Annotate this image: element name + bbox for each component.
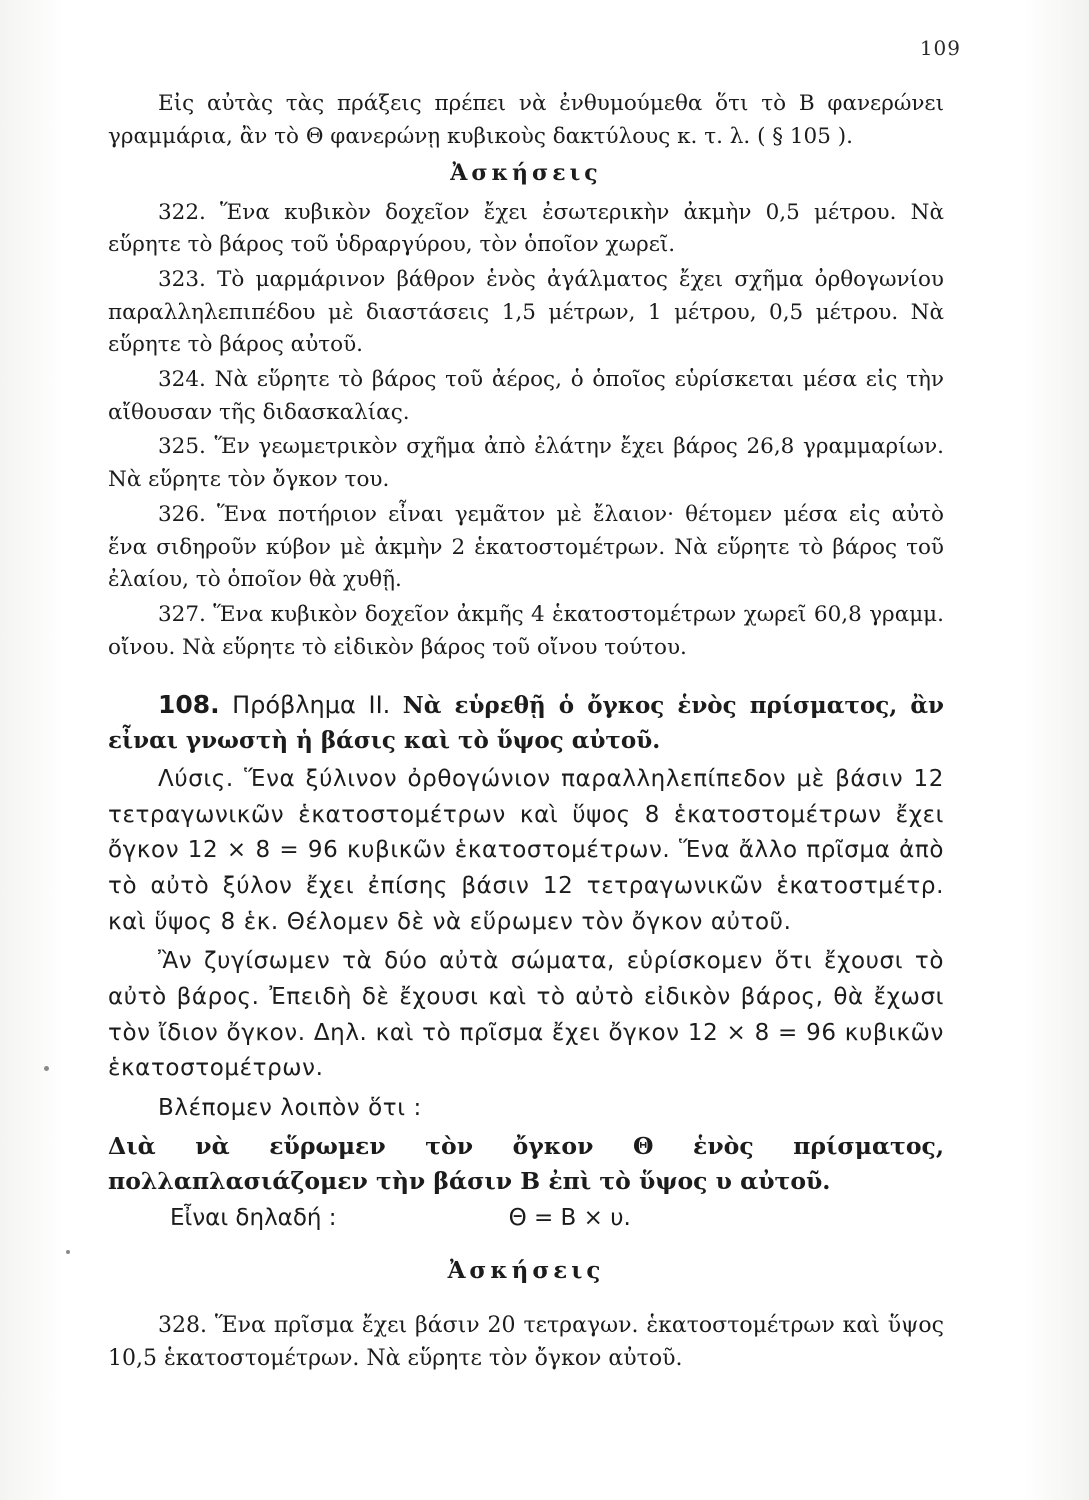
problem-number: 108. [158, 690, 220, 720]
page-number: 109 [919, 36, 961, 60]
formula-line [108, 1201, 944, 1236]
problem-name: Πρόβλημα ΙΙ. [232, 691, 391, 720]
problem-statement: Νὰ εὑρεθῇ ὁ ὄγκος ἑνὸς πρίσματος, ἂν εἶναι γνωστὴ ἡ βάσις καὶ τὸ ὕψος αὐτοῦ. [108, 692, 945, 754]
exercise-324: 324. Νὰ εὕρητε τὸ βάρος τοῦ ἀέρος, ὁ ὁποῖος εὑρίσκεται μέσα εἰς τὴν αἴθουσαν τῆς διδασκαλίας. [108, 367, 944, 425]
problem-heading [108, 686, 944, 758]
exercise-327: 327. Ἕνα κυβικὸν δοχεῖον ἀκμῆς 4 ἑκατοστομέτρων χωρεῖ 60,8 γραμμ. οἴνου. Νὰ εὕρητε τὸ εἰδικὸν βάρος τοῦ οἴνου τούτου. [108, 601, 944, 660]
print-speck [66, 1250, 70, 1254]
volume-formula: Θ = Β × υ. [508, 1205, 631, 1232]
exercise-325: 325. Ἕν γεωμετρικὸν σχῆμα ἀπὸ ἐλάτην ἔχει βάρος 26,8 γραμμαρίων. Νὰ εὕρητε τὸν ὄγκον του. [108, 434, 944, 493]
exercises-heading-2: Ἀσκήσεις [447, 1257, 605, 1285]
conclusion-lead: Βλέπομεν λοιπὸν ὅτι : [158, 1094, 422, 1121]
solution-paragraph-1: Λύσις. Ἕνα ξύλινον ὀρθογώνιον παραλληλεπίπεδον μὲ βάσιν 12 τετραγωνικῶν ἑκατοστομέτρων καὶ ὕψος 8 ἑκατοστομέτρων ἔχει ὄγκον 12 × 8 = 96 κυβικῶν ἑκατοστομέτρων. Ἕνα ἄλλο πρῖσμα ἀπὸ τὸ αὐτὸ ξύλον ἔχει ἐπίσης βάσιν 12 τετραγωνικῶν ἑκατοστμέτρ. καὶ ὕψος 8 ἑκ. Θέλομεν δὲ νὰ εὕρωμεν τὸν ὄγκον αὐτοῦ. [108, 766, 944, 935]
solution-paragraph-2: Ἂν ζυγίσωμεν τὰ δύο αὐτὰ σώματα, εὑρίσκομεν ὅτι ἔχουσι τὸ αὐτὸ βάρος. Ἐπειδὴ δὲ ἔχουσι καὶ τὸ αὐτὸ εἰδικὸν βάρος, θὰ ἔχωσι τὸν ἴδιον ὄγκον. Δηλ. καὶ τὸ πρῖσμα ἔχει ὄγκον 12 × 8 = 96 κυβικῶν ἑκατοστομέτρων. [108, 948, 944, 1082]
rule-statement: Διὰ νὰ εὕρωμεν τὸν ὄγκον Θ ἑνὸς πρίσματος, πολλαπλασιάζομεν τὴν βάσιν Β ἐπὶ τὸ ὕψος υ αὐτοῦ. [108, 1131, 944, 1195]
exercise-322: 322. Ἕνα κυβικὸν δοχεῖον ἔχει ἐσωτερικὴν ἀκμὴν 0,5 μέτρου. Νὰ εὕρητε τὸ βάρος τοῦ ὑδραργύρου, τὸν ὁποῖον χωρεῖ. [108, 199, 944, 258]
page-content [108, 88, 944, 1376]
exercise-326: 326. Ἕνα ποτήριον εἶναι γεμᾶτον μὲ ἔλαιον· θέτομεν μέσα εἰς αὐτὸ ἕνα σιδηροῦν κύβον μὲ ἀκμὴν 2 ἑκατοστομέτρων. Νὰ εὕρητε τὸ βάρος τοῦ ἐλαίου, τὸ ὁποῖον θὰ χυθῇ. [108, 501, 944, 593]
formula-label: Εἶναι δηλαδή : [170, 1205, 337, 1232]
intro-paragraph: Εἰς αὐτὰς τὰς πράξεις πρέπει νὰ ἐνθυμούμεθα ὅτι τὸ Β φανερώνει γραμμάρια, ἂν τὸ Θ φανερώνῃ κυβικοὺς δακτύλους κ. τ. λ. ( § 105 ). [108, 91, 944, 149]
exercise-323: 323. Τὸ μαρμάρινον βάθρον ἑνὸς ἀγάλματος ἔχει σχῆμα ὀρθογωνίου παραλληλεπιπέδου μὲ διαστάσεις 1,5 μέτρων, 1 μέτρου, 0,5 μέτρου. Νὰ εὕρητε τὸ βάρος αὐτοῦ. [108, 267, 944, 358]
print-speck [44, 1066, 49, 1071]
exercise-328: 328. Ἕνα πρῖσμα ἔχει βάσιν 20 τετραγων. ἑκατοστομέτρων καὶ ὕψος 10,5 ἑκατοστομέτρων. Νὰ εὕρητε τὸν ὄγκον αὐτοῦ. [108, 1313, 944, 1372]
exercises-heading: Ἀσκήσεις [450, 160, 602, 187]
